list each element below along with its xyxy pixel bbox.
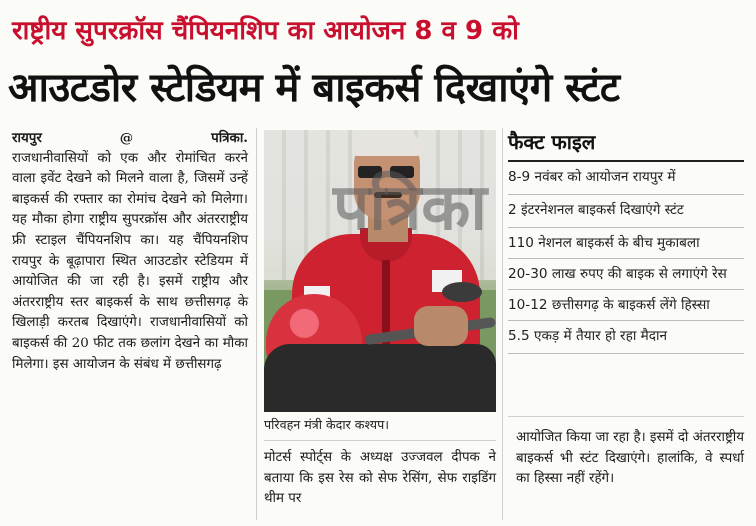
article-body-mid: मोटर्स स्पोर्ट्स के अध्यक्ष उज्जवल दीपक ने बताया कि इस रेस को सेफ रेसिंग, सेफ राइडिंग थीम पर	[264, 450, 496, 507]
bike-mirror	[442, 282, 482, 302]
dateline-source: पत्रिका.	[211, 130, 248, 146]
dateline	[12, 128, 248, 149]
fact-file-bottom-rule	[508, 416, 744, 417]
sunglasses	[358, 166, 416, 178]
article-body-left: राजधानीवासियों को एक और रोमांचित करने वाला इवेंट देखने को मिलने वाला है, जिसमें उन्हें बाइकर्स की रफ्तार का रोमांच देखने को मिलेगा। यह मौका होगा राष्ट्रीय सुपरक्रॉस और अंतरराष्ट्रीय फ्री स्टाइल चैंपियनशिप का। यह चैंपियनशिप रायपुर के बूढ़ापारा स्थित आउटडोर स्टेडियम में आयोजित की जा रही है। इसमें राष्ट्रीय और अंतरराष्ट्रीय स्तर बाइकर्स के साथ छत्तीसगढ़ के खिलाड़ी करतब दिखाएंगे। राजधानीवासियों को बाइकर्स की 20 फीट तक छलांग देखने का मौका मिलेगा। इस आयोजन के संबंध में छत्तीसगढ़	[12, 150, 248, 372]
fact-file-item: 8-9 नवंबर को आयोजन रायपुर में	[508, 162, 744, 195]
person-hand	[414, 306, 468, 346]
column-divider	[502, 128, 503, 520]
article-column-left	[12, 128, 248, 375]
column-divider	[256, 128, 257, 520]
dateline-at: @	[119, 130, 134, 146]
kicker-headline: राष्ट्रीय सुपरक्रॉस चैंपियनशिप का आयोजन 8 व 9 को	[12, 16, 519, 46]
main-headline: आउटडोर स्टेडियम में बाइकर्स दिखाएंगे स्टंट	[8, 65, 620, 111]
mustache	[374, 192, 402, 198]
fact-file-item: 10-12 छत्तीसगढ़ के बाइकर्स लेंगे हिस्सा	[508, 290, 744, 321]
fact-file-title: फैक्ट फाइल	[508, 128, 744, 162]
motorbike	[264, 344, 496, 412]
caption-divider	[264, 440, 496, 441]
person-hair	[352, 130, 422, 156]
news-photo	[264, 130, 496, 412]
fact-file-box	[508, 128, 744, 354]
watermark-logo: पत्रिका	[333, 171, 487, 245]
article-body-right: आयोजित किया जा रहा है। इसमें दो अंतरराष्ट्रीय बाइकर्स भी स्टंट दिखाएंगे। हालांकि, वे स्पर्धा का हिस्सा नहीं रहेंगे।	[516, 430, 744, 487]
photo-caption: परिवहन मंत्री केदार कश्यप।	[264, 417, 390, 432]
fact-file-item: 110 नेशनल बाइकर्स के बीच मुकाबला	[508, 228, 744, 259]
fact-file-item: 2 इंटरनेशनल बाइकर्स दिखाएंगे स्टंट	[508, 195, 744, 228]
dateline-place: रायपुर	[12, 130, 42, 146]
fact-file-item: 5.5 एकड़ में तैयार हो रहा मैदान	[508, 321, 744, 354]
fact-file-item: 20-30 लाख रुपए की बाइक से लगाएंगे रेस	[508, 259, 744, 290]
